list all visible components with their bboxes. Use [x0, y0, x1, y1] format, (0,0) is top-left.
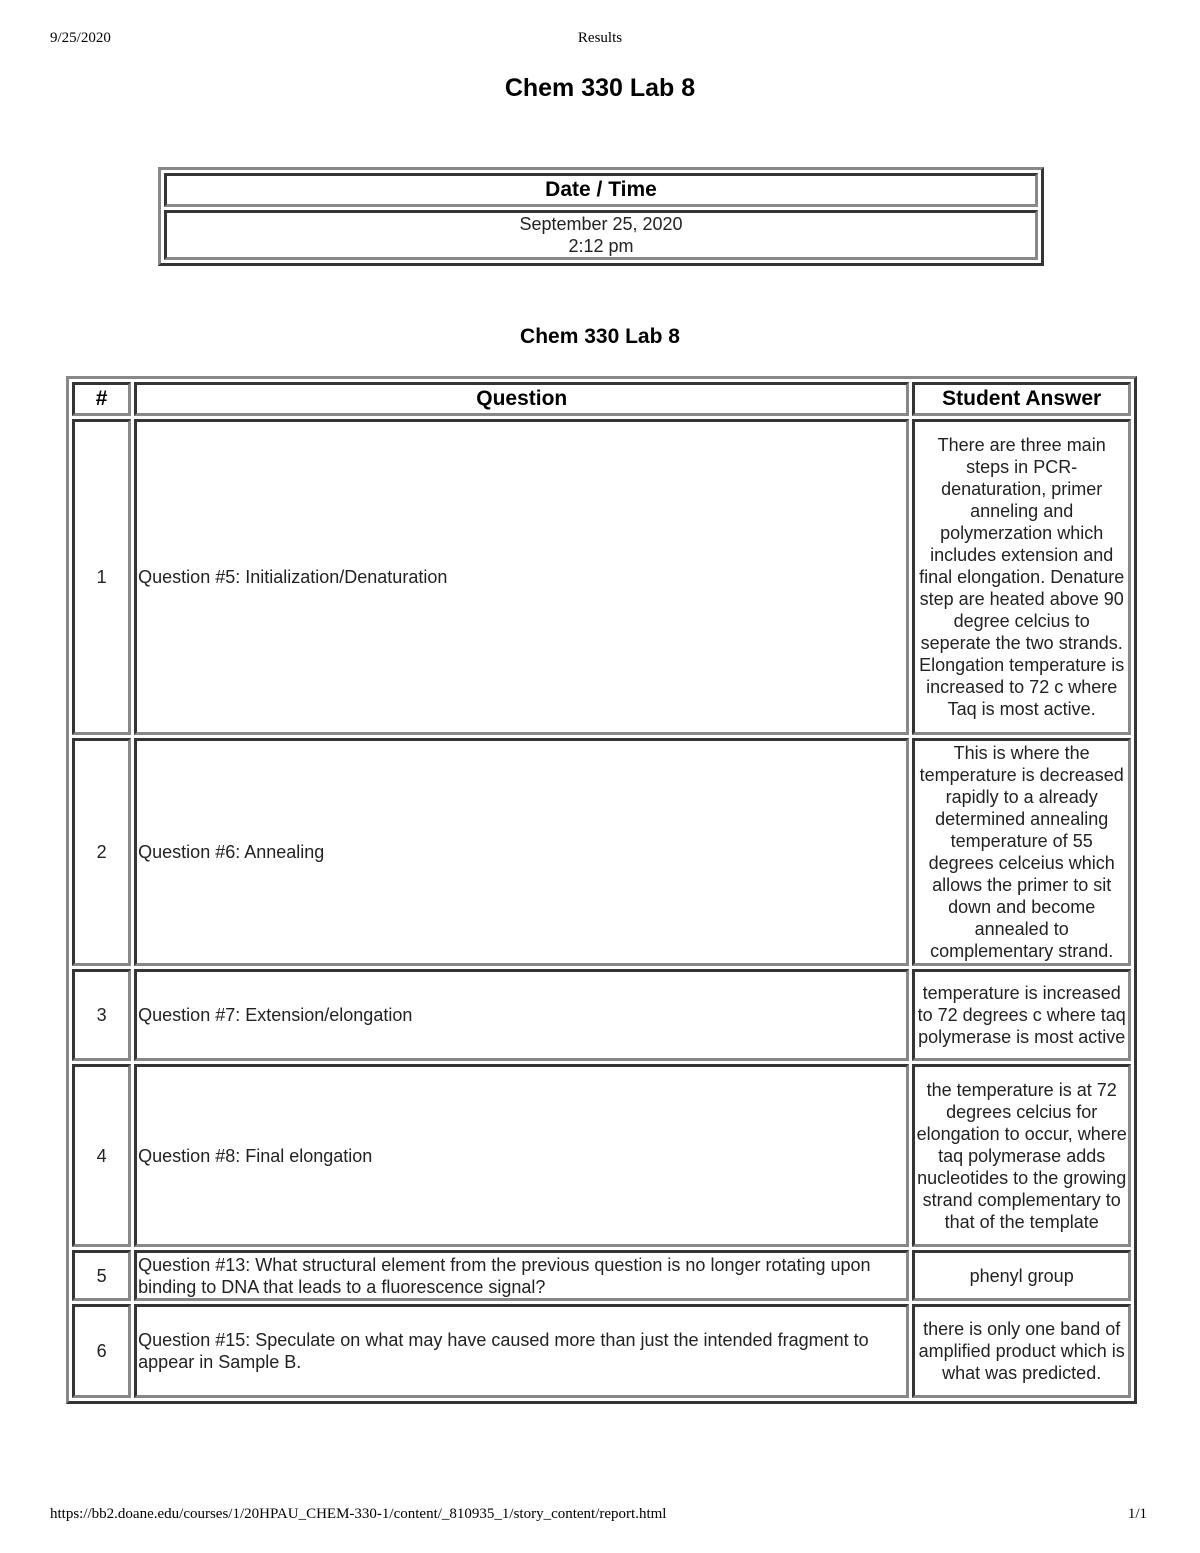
row-question: Question #6: Annealing	[134, 738, 909, 966]
datetime-value	[164, 210, 1038, 260]
row-question: Question #8: Final elongation	[134, 1064, 909, 1247]
time-value: 2:12 pm	[568, 236, 634, 256]
print-date: 9/25/2020	[50, 30, 111, 46]
row-number: 1	[72, 419, 131, 735]
row-answer: temperature is increased to 72 degrees c where taq polymerase is most active	[912, 969, 1131, 1061]
table-row	[72, 419, 1131, 735]
report-title: Chem 330 Lab 8	[504, 74, 696, 102]
column-header-num: #	[72, 382, 131, 416]
row-question: Question #13: What structural element from the previous question is no longer rotating upon binding to DNA that leads to a fluorescence signal?	[134, 1250, 909, 1301]
row-question: Question #7: Extension/elongation	[134, 969, 909, 1061]
print-page-number: 1/1	[1127, 1506, 1147, 1522]
row-number: 6	[72, 1304, 131, 1398]
row-answer: phenyl group	[912, 1250, 1131, 1301]
table-row	[72, 1304, 1131, 1398]
row-number: 3	[72, 969, 131, 1061]
section-title: Chem 330 Lab 8	[520, 325, 680, 348]
questions-table	[66, 376, 1137, 1404]
table-row	[72, 1250, 1131, 1301]
datetime-header: Date / Time	[164, 173, 1038, 207]
row-question: Question #15: Speculate on what may have caused more than just the intended fragment to appear in Sample B.	[134, 1304, 909, 1398]
table-row	[72, 969, 1131, 1061]
row-number: 5	[72, 1250, 131, 1301]
table-row	[72, 1064, 1131, 1247]
row-answer: there is only one band of amplified product which is what was predicted.	[912, 1304, 1131, 1398]
datetime-table	[158, 167, 1044, 266]
print-url: https://bb2.doane.edu/courses/1/20HPAU_CHEM-330-1/content/_810935_1/story_content/report.html	[50, 1506, 667, 1522]
column-header-question: Question	[134, 382, 909, 416]
table-row	[72, 738, 1131, 966]
column-header-answer: Student Answer	[912, 382, 1131, 416]
row-answer: This is where the temperature is decreased rapidly to a already determined annealing temperature of 55 degrees celceius which allows the primer to sit down and become annealed to complementary strand.	[912, 738, 1131, 966]
date-value: September 25, 2020	[519, 214, 683, 234]
row-number: 2	[72, 738, 131, 966]
row-answer: the temperature is at 72 degrees celcius for elongation to occur, where taq polymerase adds nucleotides to the growing strand complementary to that of the template	[912, 1064, 1131, 1247]
row-number: 4	[72, 1064, 131, 1247]
row-answer: There are three main steps in PCR- denaturation, primer anneling and polymerzation which includes extension and final elongation. Denature step are heated above 90 degree celcius to seperate the two strands. Elongation temperature is increased to 72 c where Taq is most active.	[912, 419, 1131, 735]
row-question: Question #5: Initialization/Denaturation	[134, 419, 909, 735]
print-page-title: Results	[577, 30, 623, 46]
table-header-row	[72, 382, 1131, 416]
